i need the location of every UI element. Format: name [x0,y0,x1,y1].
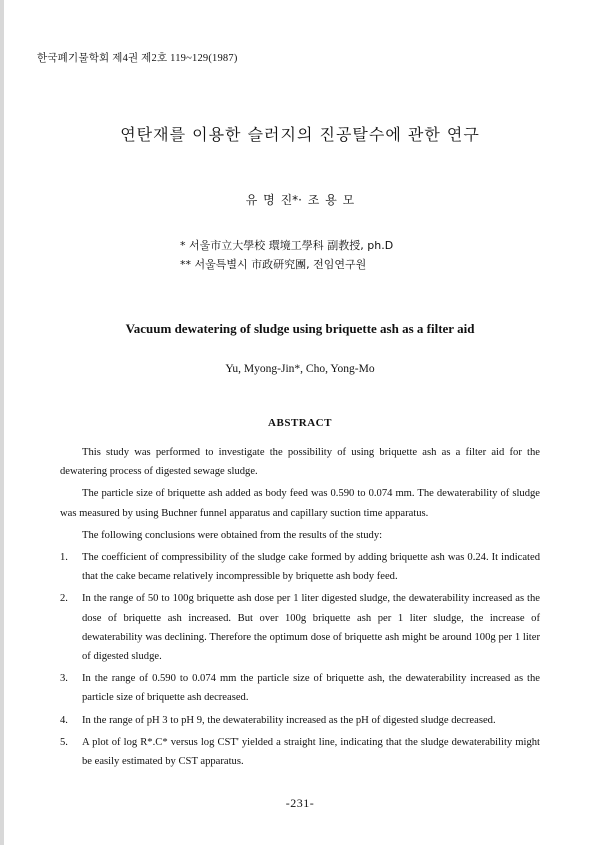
abstract-heading: ABSTRACT [268,417,332,429]
conclusion-item [60,711,540,730]
affiliation-mark: * [180,239,186,252]
conclusion-number: 2. [60,593,68,605]
conclusion-number: 4. [60,714,68,726]
journal-reference: 한국폐기물학회 제4권 제2호 119~129(1987) [37,53,238,64]
affiliation-mark: ** [180,258,191,271]
conclusion-number: 3. [60,673,68,685]
abstract-paragraph: The following conclusions were obtained from the results of the study: [82,529,383,541]
conclusion-text: In the range of 50 to 100g briquette ash dose per 1 liter digested sludge, the dewaterability increased as the dose of briquette ash increased. But over 100g briquette ash per 1 liter sludge, the increase of dewaterability was declining. Therefore the optimum dose of briquette ash might be around 100g per 1 liter of digested sludge. [82,593,540,663]
conclusions-list [60,548,540,771]
affiliation-1 [180,237,393,253]
page-number: -231- [285,796,315,810]
conclusion-item [60,669,540,707]
english-authors: Yu, Myong-Jin*, Cho, Yong-Mo [225,363,375,375]
korean-title: 연탄재를 이용한 슬러지의 진공탈수에 관한 연구 [120,125,480,144]
conclusion-item [60,548,540,586]
english-title: Vacuum dewatering of sludge using briquette ash as a filter aid [125,321,475,336]
conclusion-text: The coefficient of compressibility of the sludge cake formed by adding briquette ash was 0.24. It indicated that the cake became relatively incompressible by briquette ash body feed. [82,552,540,583]
conclusion-number: 1. [60,552,68,564]
abstract-paragraph: This study was performed to investigate the possibility of using briquette ash as a filter aid for the dewatering process of digested sewage sludge. [60,447,540,478]
conclusion-item [60,589,540,666]
affiliation-text: 서울市立大學校 環境工學科 副教授, ph.D [189,239,394,252]
affiliation-2 [180,256,366,272]
conclusion-number: 5. [60,736,68,748]
abstract-body [60,443,540,774]
affiliation-text: 서울특별시 市政研究團, 전임연구원 [194,258,367,271]
conclusion-text: A plot of log R*.C* versus log CST' yielded a straight line, indicating that the sludge dewaterability might be easily estimated by CST apparatus. [82,736,540,768]
abstract-paragraph: The particle size of briquette ash added as body feed was 0.590 to 0.074 mm. The dewaterability of sludge was measured by using Buchner funnel apparatus and capillary suction time apparatus. [60,488,540,519]
korean-authors: 유 명 진*· 조 용 모 [245,193,355,207]
conclusion-text: In the range of pH 3 to pH 9, the dewaterability increased as the pH of digested sludge decreased. [82,714,496,726]
conclusion-text: In the range of 0.590 to 0.074 mm the particle size of briquette ash, the dewaterability increased as the particle size of briquette ash decreased. [82,673,540,704]
conclusion-item [60,733,540,771]
